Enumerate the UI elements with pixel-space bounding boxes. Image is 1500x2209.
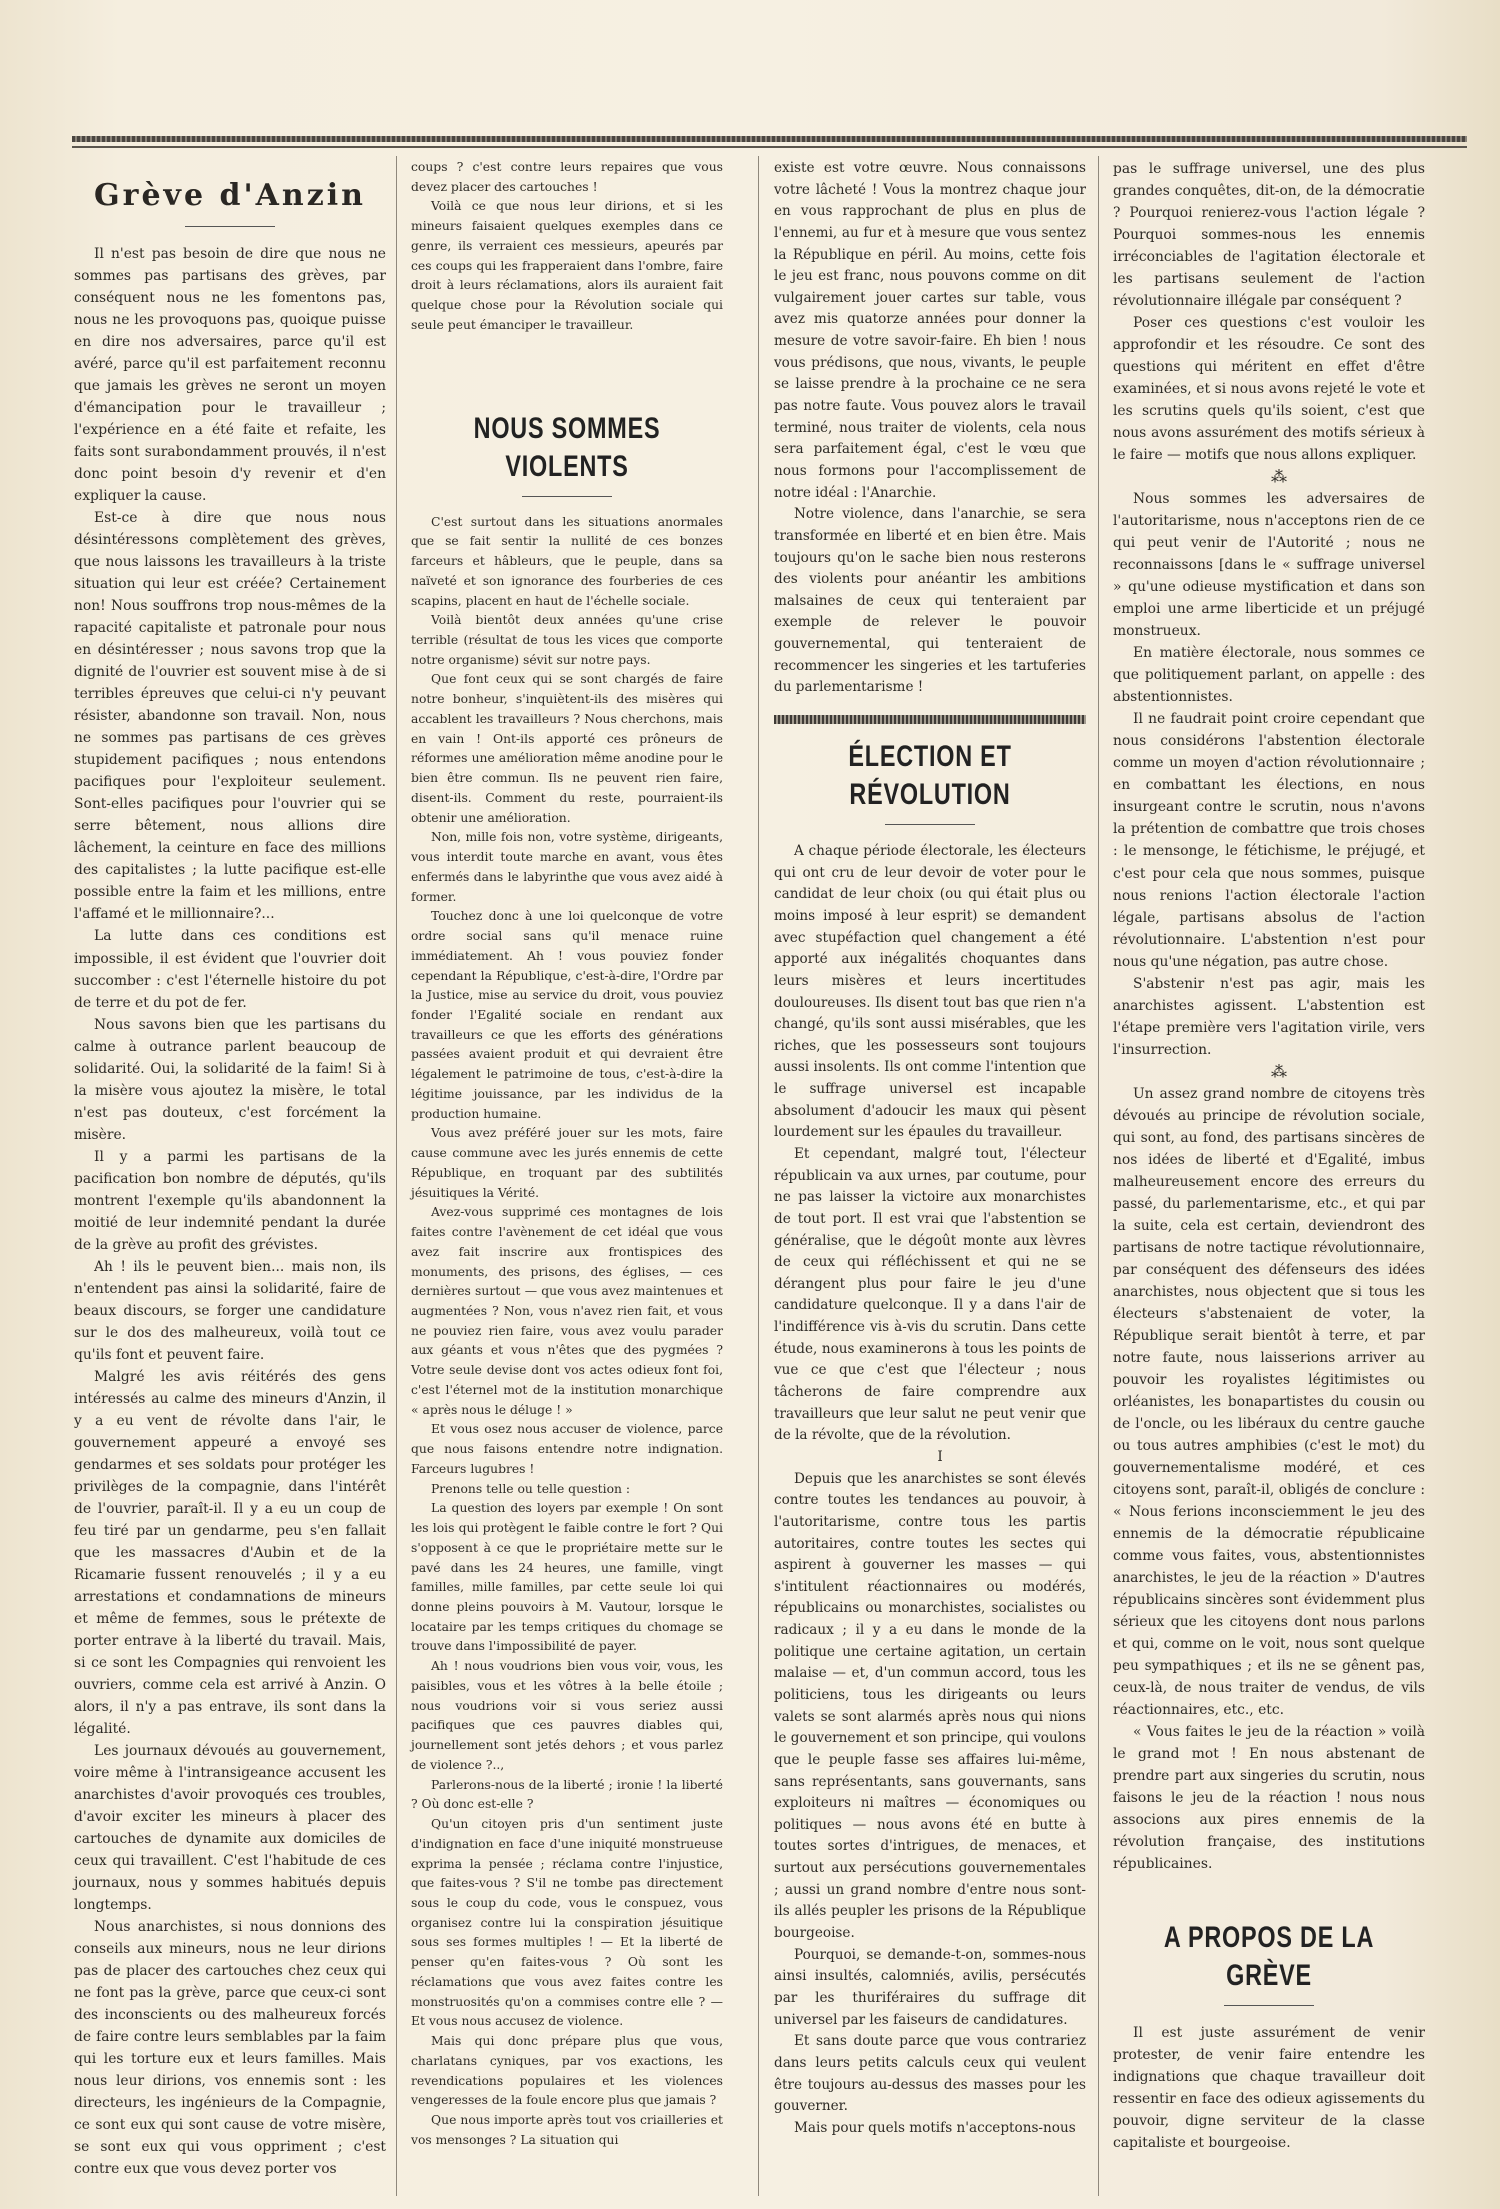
header-rule-thin [72,146,1467,148]
column-4 [1113,158,1425,2154]
header-rule [72,136,1467,142]
paragraph-continued: pas le suffrage universel, une des plus grandes conquêtes, dit-on, de la démocratie ? Pourquoi renierez-vous l'action légale ? Pourquoi sommes-nous les ennemis irréconciables de l'agitation électorale et les partisans seulement de l'action révolutionnaire illégale par conséquent ? [1113,161,1425,310]
paragraph: La lutte dans ces conditions est impossible, il est évident que l'ouvrier doit succomber : c'est l'éternelle histoire du pot de terre et du pot de fer. [74,928,386,1011]
column-divider [758,156,759,2196]
paragraph: Les journaux dévoués au gouvernement, voire même à l'intransigeance accusent les anarchistes d'avoir provoqués ces troubles, d'avoir exciter les mineurs à placer des cartouches de dynamite aux domiciles de ceux qui travaillent. C'est l'habitude de ces journaux, nous y sommes habitués depuis longtemps. [74,1743,386,1914]
paragraph: Pourquoi, se demande-t-on, sommes-nous ainsi insultés, calomniés, avilis, persécutés par les thuriféraires du suffrage dit universel par les faiseurs de candidatures. [774,1946,1086,2028]
paragraph: Nous sommes les adversaires de l'autoritarisme, nous n'acceptons rien de ce qui peut venir de l'Autorité ; nous ne reconnaissons [dans le « suffrage universel » qu'une odieuse mystification et dans son emploi une arme liberticide et un préjugé monstrueux. [1113,491,1425,640]
paragraph: Et cependant, malgré tout, l'électeur républicain va aux urnes, par coutume, pour ne pas laisser la victoire aux monarchistes de tout port. Il est vrai que l'abstention se généralise, que le dégoût monte aux lèvres de ceux qui réfléchissent et qui ne se dérangent plus pour faire le jeu d'une candidature quelconque. Il y a dans l'air de l'indifférence vis à-vis du scrutin. Dans cette étude, nous examinerons à tous les points de vue ce que c'est que l'électeur ; nous tâcherons de faire comprendre aux travailleurs que leur salut ne peut venir que de la révolte, que de la révolution. [774,1145,1086,1444]
paragraph: S'abstenir n'est pas agir, mais les anarchistes agissent. L'abstention est l'étape première vers l'agitation virile, vers l'insurrection. [1113,975,1425,1058]
paragraph: Voilà bientôt deux années qu'une crise terrible (résultat de tous les vices que comporte notre organisme) sévit sur notre pays. [411,613,723,667]
paragraph: Parlerons-nous de la liberté ; ironie ! la liberté ? Où donc est-elle ? [411,1777,723,1812]
paragraph: Depuis que les anarchistes se sont élevés contre toutes les tendances au pouvoir, à l'autoritarisme, contre tous les partis autoritaires, contre toutes les sectes qui aspirent à gouverner les masses — qui s'intitulent réactionnaires ou modérés, républicains ou monarchistes, socialistes ou radicaux ; il y a eu dans le monde de la politique une certaine agitation, un certain malaise — et, d'un commun accord, tous les politiciens, tous les dirigeants ou leurs valets se sont alarmés après nous qui nions le gouvernement et son principe, qui voulons que le peuple fasse ses affaires lui-même, sans représentants, sans gouvernants, sans exploiteurs ni maîtres — économiques ou politiques — nous avons été en butte à toutes sortes d'intrigues, de menaces, et surtout aux persécutions gouvernementales ; aussi un grand nombre d'entre nous sont-ils allés peupler les prisons de la République bourgeoise. [774,1470,1086,1942]
paragraph: Nous savons bien que les partisans du calme à outrance parlent beaucoup de solidarité. Oui, la solidarité de la faim! Si à la misère vous ajoutez la misère, le total n'est pas douteux, c'est forcément la misère. [74,1016,386,1143]
article-title-election: ÉLECTION ET RÉVOLUTION [848,740,1012,812]
paragraph: Malgré les avis réitérés des gens intéressés au calme des mineurs d'Anzin, il y a eu vent de révolte dans l'air, le gouvernement appeuré a envoyé ses gendarmes et ses soldats pour protéger les privilèges de la compagnie, dans l'intérêt de l'ouvrier, paraît-il. Il y a eu un coup de feu tiré par un gendarme, peu s'en fallait que les massacres d'Aubin et de la Ricamarie fussent renouvelés ; il y a eu arrestations et condamnations de mineurs et même de femmes, sous le prétexte de porter entrave à la liberté du travail. Mais, si ce sont les Compagnies qui renvoient les ouvriers, comme cela est arrivé à Anzin. O alors, il n'y a pas entrave, ils sont dans la légalité. [74,1368,386,1738]
article-title-a-propos: A PROPOS DE LA GRÈVE [1163,1921,1375,1993]
paragraph: Et vous osez nous accuser de violence, parce que nous faisons entendre notre indignation. Farceurs lugubres ! [411,1422,723,1476]
article-title-greve-anzin: Grève d'Anzin [94,178,366,213]
column-3 [774,158,1086,2139]
paragraph: La question des loyers par exemple ! On sont les lois qui protègent le faible contre le fort ? Qui s'opposent à ce que le propriétaire mette sur le pavé dans les 24 heures, une famille, vingt familles, mille familles, par cette seule loi qui donne pleins pouvoirs à M. Vautour, lorsque le locataire par les temps critiques du chomage se trouve dans l'impossibilité de payer. [411,1501,723,1654]
paragraph: Que nous importe après tout vos criailleries et vos mensonges ? La situation qui [411,2113,723,2147]
paragraph: Touchez donc à une loi quelconque de votre ordre social sans qu'il menace ruine immédiatement. Ah ! vous pouviez fonder cependant la République, c'est-à-dire, l'Ordre par la Justice, mise au service du droit, vous pouviez fonder l'Egalité sociale en rendant aux travailleurs ce que les efforts des générations passées avaient produit et qui devraient être légalement le patrimoine de tous, c'est-à-dire la légitime jouissance, par les individus de la production humaine. [411,909,723,1121]
paragraph: Prenons telle ou telle question : [431,1481,631,1496]
paragraph: A chaque période électorale, les électeurs qui ont cru de leur devoir de voter pour le candidat de leur choix (ou qui était plus ou moins imposé à leur esprit) se demandent avec stupéfaction quel changement a été apporté aux inégalités choquantes dans leurs misères et leurs incertitudes douloureuses. Ils disent tout bas que rien n'a changé, qu'ils sont aussi misérables, que les riches, que les possesseurs sont toujours aussi insolents. Ils ont comme l'intention que le suffrage universel est incapable absolument d'adoucir les maux qui pèsent lourdement sur les épaules du travailleur. [774,843,1086,1141]
title-rule [1224,2005,1314,2006]
paragraph: Ah ! ils le peuvent bien... mais non, ils n'entendent pas ainsi la solidarité, faire de beaux discours, se forger une candidature sur le dos des malheureux, voilà tout ce qu'ils font et peuvent faire. [74,1258,386,1363]
paragraph: Qu'un citoyen pris d'un sentiment juste d'indignation en face d'une iniquité monstrueuse exprima la pensée ; réclama contre l'injustice, que faites-vous ? S'il ne tombe pas directement sous le coup du code, vous le conspuez, vous organisez contre lui la conspiration jésuitique sous ses formes multiples ! — Et la liberté de penser qu'en faites-vous ? Où sont les réclamations que vous avez faites contre les monstruosités qu'on a commises contre elle ? — Et vous nous accusez de violence. [411,1817,723,2029]
paragraph: Il ne faudrait point croire cependant que nous considérons l'abstention électorale comme un moyen d'action révolutionnaire ; en combattant les élections, en nous insurgeant contre le scrutin, nous n'avons la prétention de combattre que trois choses : le mensonge, le fétichisme, le préjugé, et c'est pour cela que nous sommes, puisque nous renions l'action électorale l'action légale, partisans absolus de l'action révolutionnaire. L'abstention n'est pour nous qu'une négation, pas autre chose. [1113,711,1425,970]
paragraph-continued: coups ? c'est contre leurs repaires que vous devez placer des cartouches ! [411,160,723,194]
paragraph: « Vous faites le jeu de la réaction » voilà le grand mot ! En nous abstenant de prendre part aux singeries du scrutin, nous faisons le jeu de la réaction ! nous nous associons aux pires ennemis de la révolution française, des institutions républicaines. [1113,1724,1425,1873]
title-rule [885,824,975,825]
paragraph: Un assez grand nombre de citoyens très dévoués au principe de révolution sociale, qui sont, au fond, des partisans sincères de nos idées de liberté et d'Egalité, imbus malheureusement encore des erreurs du passé, du parlementarisme, etc., et qui par la suite, cela est certain, deviendront des partisans de notre tactique révolutionnaire, par conséquent des défenseurs des idées anarchistes, nous objectent que si tous les électeurs s'abstenaient de voter, la République serait bientôt à terre, et par notre faute, nous laisserions arriver au pouvoir les royalistes légitimistes ou orléanistes, les bonapartistes du cousin ou de l'oncle, ou les libéraux du centre gauche ou tous autres amphibies (c'est le mot) du gouvernementalisme modéré, et ces citoyens sont, paraît-il, obligés de conclure : « Nous ferions inconsciemment le jeu des ennemis de la démocratie républicaine comme vous faites, vous, abstentionnistes anarchistes, le jeu de la réaction » D'autres républicains sincères sont évidemment plus sérieux que les citoyens dont nous parlons et qui, comme on le voit, nous sont quelque peu sympathiques ; et ils ne se gênent pas, ceux-là, de nous traiter de vendus, de vils réactionnaires, etc., etc. [1113,1085,1425,1719]
paragraph: C'est surtout dans les situations anormales que se fait sentir la nullité de ces bonzes farceurs et hâbleurs, que le peuple, dans sa naïveté et son ignorance des fourberies de ces scapins, placent en haut de l'échelle sociale. [411,514,723,608]
title-rule [522,496,612,497]
column-1 [74,158,386,2180]
column-divider [396,156,397,2196]
column-2 [411,158,723,2151]
paragraph: Voilà ce que nous leur dirions, et si les mineurs faisaient quelques exemples dans ce genre, ils verraient ces messieurs, apeurés par ces coups qui les frapperaient dans l'ombre, faire droit à leurs réclamations, alors ils auraient fait quelque chose pour la Révolution sociale qui seule peut émanciper le travailleur. [411,199,723,332]
column-divider [1098,156,1099,2196]
paragraph: En matière électorale, nous sommes ce que politiquement parlant, on appelle : des abstentionnistes. [1113,645,1425,706]
section-ornament-rule [774,715,1086,724]
article-title-violents: NOUS SOMMES VIOLENTS [473,411,661,483]
section-numeral: I [937,1448,943,1465]
paragraph: Avez-vous supprimé ces montagnes de lois faites contre l'avènement de cet idéal que vous avez fait inscrire aux frontispices des monuments, des prisons, des églises, — ces dernières surtout — que vous avez maintenues et augmentées ? Non, vous n'avez rien fait, et vous ne pouviez rien faire, vous avez voulu parader aux géants et vous n'êtes que des pygmées ? Votre seule devise dont vos actes odieux font foi, c'est l'éternel mot de la institution monarchique « après nous le déluge ! » [411,1205,723,1417]
paragraph: Il y a parmi les partisans de la pacification bon nombre de députés, qu'ils montrent l'exemple qu'ils abandonnent la moitié de leur indemnité pendant la durée de la grève au profit des grévistes. [74,1148,386,1253]
paragraph: Il est juste assurément de venir protester, de venir faire entendre les indignations que chaque travailleur doit ressentir en face des odieux agissements du pouvoir, digne serviteur de la classe capitaliste et bourgeoise. [1113,2025,1425,2152]
paragraph: Poser ces questions c'est vouloir les approfondir et les résoudre. Ce sont des questions qui méritent en effet d'être examinées, et si nous avons rejeté le vote et les scrutins quels qu'ils soient, c'est que nous avons assurément des motifs sérieux à le faire — motifs que nous allons expliquer. [1113,315,1425,464]
paragraph: Notre violence, dans l'anarchie, se sera transformée en liberté et en bien être. Mais toujours qu'on le sache bien nous resterons des violents pour anéantir les ambitions malsaines de ceux qui tenteraient par exemple de relever le pouvoir gouvernemental, qui tenteraient de recommencer les singeries et les tartuferies du parlementarisme ! [774,506,1086,696]
paragraph: Ah ! nous voudrions bien vous voir, vous, les paisibles, vous et les vôtres à la belle étoile ; nous voudrions voir si vous seriez aussi pacifiques que ces pauvres diables qui, journellement sont jetés dehors ; et vous parlez de violence ?.., [411,1659,723,1772]
paragraph: Est-ce à dire que nous nous désintéressons complètement des grèves, que nous laissons les travailleurs à la triste situation qui leur est créée? Certainement non! Nous souffrons trop nous-mêmes de la rapacité capitaliste et patronale pour nous en désintéresser ; nous savons trop que la dignité de l'ouvrier est souvent mise à de si terribles épreuves que celui-ci n'y peuvant résister, abandonne son travail. Non, nous ne sommes pas partisans de ces grèves stupidement pacifiques ; nous entendons pacifiques pour l'exploiteur seulement. Sont-elles pacifiques pour l'ouvrier qui se serre bêtement, nous allions dire lâchement, la ceinture en face des millions des capitalistes ; la lutte pacifique est-elle possible entre la faim et les millions, entre l'affamé et le millionnaire?... [74,510,386,923]
paragraph: Mais qui donc prépare plus que vous, charlatans cyniques, par vos exactions, les revendications populaires et les violences vengeresses de la foule encore plus que jamais ? [411,2034,723,2108]
paragraph: Nous anarchistes, si nous donnions des conseils aux mineurs, nous ne leur dirions pas de placer des cartouches chez ceux qui ne font pas la grève, parce que ceux-ci sont des inconscients ou des malheureux forcés de faire contre leurs semblables par la faim qui les torture eux et leurs familles. Mais nous leur dirions, vos ennemis sont : les directeurs, les ingénieurs de la Compagnie, ce sont eux qui sont cause de votre misère, se sont eux qui vous oppriment ; c'est contre eux que vous devez porter vos [74,1919,386,2178]
paragraph: Mais pour quels motifs n'acceptons-nous [794,2119,1076,2136]
paragraph: Que font ceux qui se sont chargés de faire notre bonheur, s'inquiètent-ils des misères qui accablent les travailleurs ? Nous cherchons, mais en vain ! Ont-ils apporté ces prôneurs de réformes une amélioration même anodine pour le bien être commun. Ils ne peuvent rien faire, disent-ils. Comment du reste, pourraient-ils obtenir une amélioration. [411,672,723,825]
paragraph: Vous avez préféré jouer sur les mots, faire cause commune avec les jurés ennemis de cette République, en troquant par des subtilités jésuitiques la Vérité. [411,1126,723,1200]
paragraph: Et sans doute parce que vous contrariez dans leurs petits calculs ceux qui veulent être toujours au-dessus des masses pour les gouverner. [774,2033,1086,2115]
paragraph: Il n'est pas besoin de dire que nous ne sommes pas partisans des grèves, par conséquent nous ne les fomentons pas, nous ne les provoquons pas, quoique puisse en dire nos adversaires, parce qu'il est avéré, parce qu'il est parfaitement reconnu que jamais les grèves ne seront un moyen d'émancipation pour le travailleur ; l'expérience en a été faite et refaite, les faits sont surabondamment prouvés, il n'est donc point besoin d'y revenir et d'en expliquer la cause. [74,246,386,505]
paragraph: Non, mille fois non, votre système, dirigeants, vous interdit toute marche en avant, vous êtes enfermés dans le labyrinthe que vous avez aidé à former. [411,830,723,904]
stars-separator: ⁂ [1271,467,1287,487]
paragraph-continued: existe est votre œuvre. Nous connaissons votre lâcheté ! Vous la montrez chaque jour en vous rapprochant de plus en plus de l'ennemi, au fur et à mesure que vous sentez la République en péril. Au moins, cette fois le jeu est franc, nous pouvons comme on dit vulgairement jouer cartes sur table, vous avez mis quatorze années pour donner la mesure de votre savoir-faire. Eh bien ! nous vous prédisons, que nous, vivants, le peuple se laisse prendre à la prochaine ce ne sera pas notre faute. Vous pouvez alors le travail terminé, nous traiter de violents, cela nous sera parfaitement égal, c'est le vœu que nous formons pour l'accomplissement de notre idéal : l'Anarchie. [774,160,1086,501]
title-rule [185,226,275,227]
stars-separator: ⁂ [1271,1061,1287,1081]
